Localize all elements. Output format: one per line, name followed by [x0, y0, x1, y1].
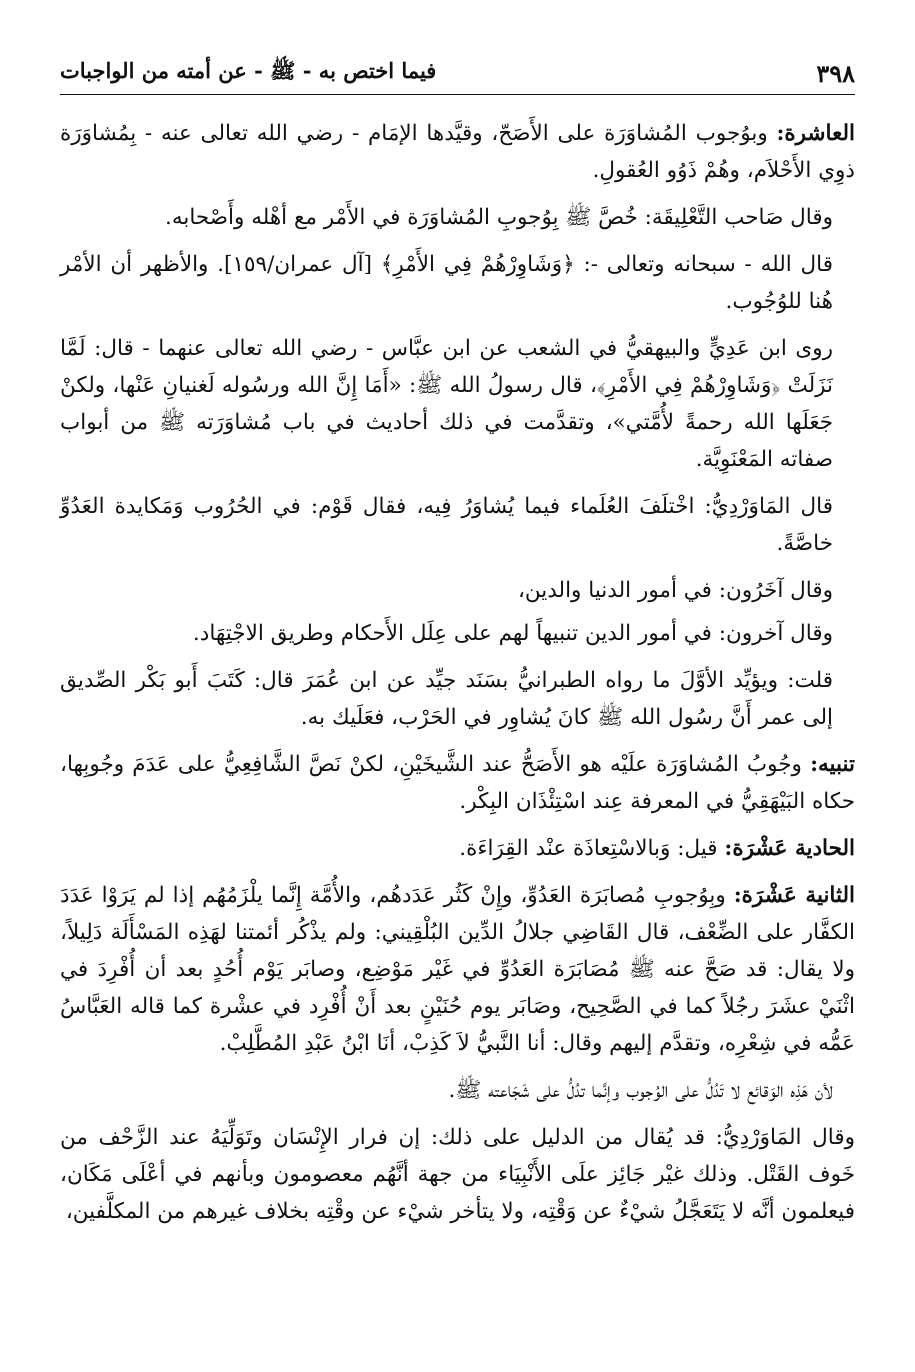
page-body — [60, 115, 855, 1230]
paragraph-lead: الحادية عَشْرَة: — [724, 836, 855, 861]
paragraph-mawardi — [60, 488, 855, 562]
paragraph-because — [60, 1072, 855, 1109]
paragraph-text: وقال آخرون: في أمور الدين تنبيهاً لهم على عِلَل الأَحكام وطريق الاجْتِهَاد. — [192, 621, 833, 646]
paragraph-others-2 — [60, 615, 855, 652]
paragraph-text: روى ابن عَدِيٍّ والبيهقيُّ في الشعب عن ابن عبَّاس - رضي الله تعالى عنهما - قال: لَمَّا نَزَلَتْ ﴿وَشَاوِرْهُمْ فِي الأَمْرِ﴾، قال رسولُ الله ﷺ: «أَمَا إِنَّ الله ورسُوله لَغنيانِ عَنْها، ولكنْ جَعَلَها الله رحمةً لأُمَّتي»، وتقدَّمت في ذلك أحاديث في باب مُشاوَرَته ﷺ من أبواب صفاته المَعْنَوِيَّة. — [60, 336, 833, 472]
paragraph-twelfth — [60, 877, 855, 1062]
paragraph-hadith — [60, 330, 855, 478]
paragraph-text: وقال آخَرُون: في أمور الدنيا والدين، — [517, 578, 833, 603]
paragraph-text: قلت: ويؤيِّد الأوَّلَ ما رواه الطبرانيُّ بسَنَد جيِّد عن ابن عُمَرَ قال: كَتَبَ أَبو بَكْر الصِّديق إلى عمر أَنَّ رسُول الله ﷺ كانَ يُشاوِر في الحَرْب، فعَلَيك به. — [60, 668, 833, 730]
paragraph-taliqa — [60, 199, 855, 236]
paragraph-text: قال المَاوَرْدِيُّ: اخْتلَفَ العُلَماء فيما يُشاوَرُ فِيه، فقال قَوْم: في الحُرُوب وَمَكايدة العَدُوِّ خاصَّةً. — [60, 494, 833, 556]
paragraph-eleventh — [60, 830, 855, 867]
paragraph-text: وقال المَاوَرْدِيُّ: قد يُقال من الدليل على ذلك: إن فرار الإِنْسَان وتَوَلِّيَهُ عند الزَّحْف من خَوف القَتْل. وذلك غيْر جَائِز علَى الأَنْبِيَاء من جهة أنَّهُم معصومون وبأنهم في أعْلَى مَكَان، فيعلمون أنَّه لا يَتَعَجَّلُ شيْءٌ عن وَقْتِه، ولا يتأخر شيْء عن وقْتِه بخلاف غيرهم من المكلَّفين، — [60, 1125, 855, 1224]
paragraph-mawardi-2 — [60, 1119, 855, 1230]
paragraph-quran-verse — [60, 246, 855, 320]
paragraph-text: قال الله - سبحانه وتعالى -: ﴿وَشَاوِرْهُمْ فِي الأَمْرِ﴾ [آل عمران/١٥٩]. والأظهر أن الأمْر هُنا للوُجُوب. — [60, 252, 833, 314]
page-number: ٣٩٨ — [816, 58, 855, 88]
paragraph-text: وبِوُجوبِ مُصابَرَة العَدُوِّ، وإِنْ كَثُر عَدَدهُم، والأُمَّة إِنَّما يلْزَمُهُم إذا لم يَرَوْا عَدَدَ الكفَّار على الضِّعْف، قال القَاضِي جلالُ الدِّين البُلْقِيني: ولم يذْكُر أئمتنا لهَذِه المَسْأَلَة دَلِيلاً، ولا يقال: قد صَحَّ عنه ﷺ مُصَابَرَة العَدُوِّ في غَيْر مَوْضِع، وصابَر يَوْم أُحُدٍ بعد أن أُفْرِدَ في اثْنَيْ عشَرَ رجُلاً كما في الصَّحِيح، وصَابَر يوم حُنَيْنٍ بعد أَنْ أُفْرِد في عشْرة كما قاله العَبَّاسُ عَمُّه في شِعْرِه، وتقدَّم إليهم وقال: أنا النَّبيُّ لاَ كَذِبْ، أنَا ابْنُ عَبْدِ المُطَّلِبْ. — [60, 883, 855, 1056]
paragraph-note — [60, 746, 855, 820]
paragraph-qultu — [60, 662, 855, 736]
paragraph-text: وجُوبُ المُشاوَرَة علَيْه هو الأَصَحُّ عند الشَّيخَيْنِ، لكنْ نَصَّ الشَّافِعِيُّ على عَدَمَ وجُوبِها، حكاه البَيْهَقِيُّ في المعرفة عِند اسْتِئْذَان البِكْر. — [60, 752, 855, 814]
paragraph-lead: تنبيه: — [810, 752, 855, 777]
paragraph-text: وبوُجوب المُشاوَرَة على الأَصَحّ، وقيَّدها الإمَام - رضي الله تعالى عنه - بِمُشاوَرَة ذوِي الأَحْلاَم، وهُمْ ذَوُو العُقولِ. — [60, 121, 855, 183]
page-header — [60, 52, 855, 95]
book-page — [60, 52, 855, 1240]
paragraph-text: قيل: وَبالاسْتِعاذَة عنْد القِرَاءَة. — [459, 836, 725, 861]
running-title: فيما اختص به - ﷺ - عن أمته من الواجبات — [60, 57, 437, 83]
paragraph-text: لأن هَذِه الوَقائع لا تَدُلُّ على الوُجوب وإنَّما تدُلُّ على شَجَاعته ﷺ. — [448, 1078, 833, 1103]
paragraph-tenth — [60, 115, 855, 189]
paragraph-lead: العاشرة: — [776, 121, 855, 146]
paragraph-lead: الثانية عَشْرَة: — [733, 883, 855, 908]
paragraph-text: وقال صَاحب التَّعْلِيقَة: خُصَّ ﷺ بِوُجوبِ المُشاوَرَة في الأَمْر مع أهْله وأَصْحابه. — [164, 205, 833, 230]
paragraph-others-1 — [60, 572, 855, 609]
